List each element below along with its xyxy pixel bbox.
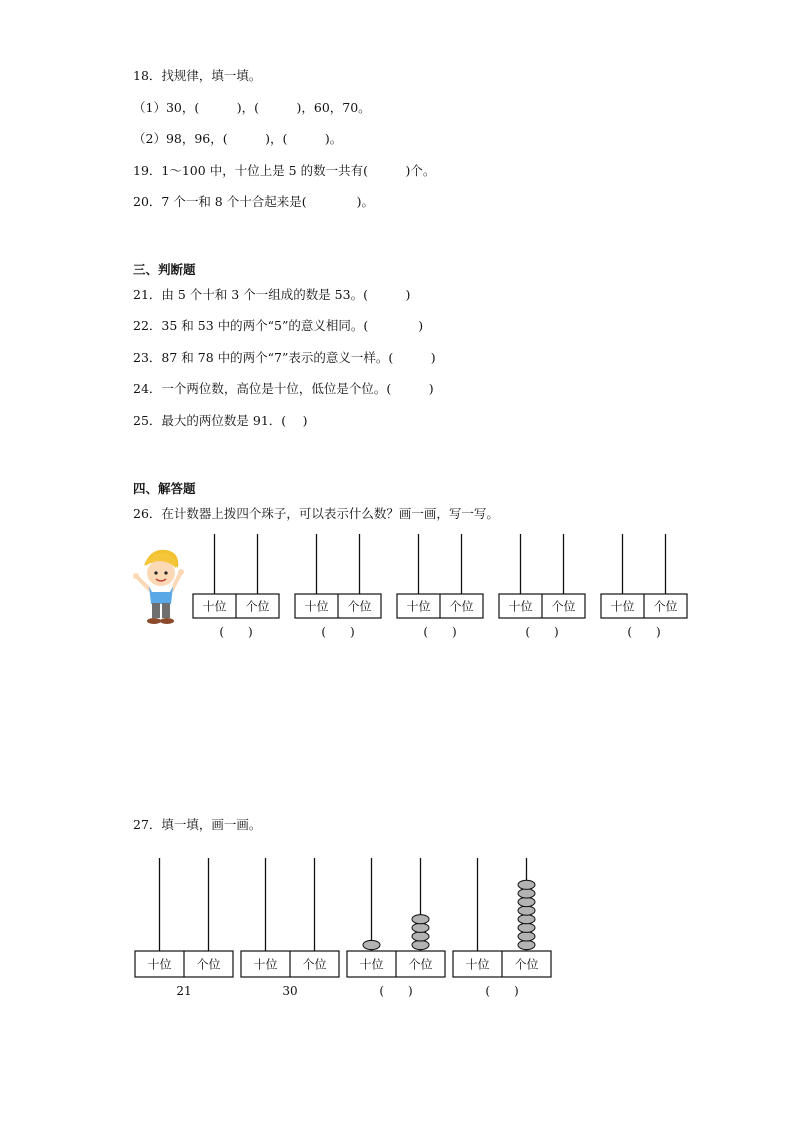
ones-label: 个位 — [449, 599, 474, 614]
ones-label: 个位 — [514, 957, 539, 972]
ones-bead — [518, 880, 535, 889]
section-4-title: 四、解答题 — [133, 481, 196, 496]
ones-label: 个位 — [196, 957, 221, 972]
question-24: 24．一个两位数，高位是十位，低位是个位。( ) — [133, 381, 434, 396]
ones-bead — [518, 897, 535, 906]
question-18-part-2: （2）98，96，( )，( )。 — [133, 131, 343, 146]
tens-label: 十位 — [304, 599, 329, 614]
tens-label: 十位 — [610, 599, 635, 614]
counter-q26-2[interactable] — [295, 534, 381, 639]
counter-q27-1[interactable] — [135, 858, 233, 998]
question-23: 23．87 和 78 中的两个“7”表示的意义一样。( ) — [133, 350, 436, 365]
counter-value: 21 — [176, 984, 192, 998]
question-18-part-1: （1）30，( )，( )，60，70。 — [133, 100, 371, 115]
counter-q27-3[interactable] — [347, 858, 445, 998]
answer-blank: ( ) — [485, 984, 519, 998]
question-25: 25．最大的两位数是 91．( ) — [133, 413, 308, 428]
ones-label: 个位 — [653, 599, 678, 614]
tens-label: 十位 — [253, 957, 278, 972]
question-26-counters — [193, 534, 687, 639]
counter-value: 30 — [282, 984, 298, 998]
tens-label: 十位 — [406, 599, 431, 614]
ones-bead — [518, 923, 535, 932]
counter-q27-4[interactable] — [453, 858, 551, 998]
counter-q27-2[interactable] — [241, 858, 339, 998]
ones-label: 个位 — [551, 599, 576, 614]
answer-blank: ( ) — [321, 625, 355, 639]
tens-label: 十位 — [359, 957, 384, 972]
counter-q26-5[interactable] — [601, 534, 687, 639]
cartoon-boy-illustration — [133, 550, 184, 624]
question-27: 27．填一填，画一画。 — [133, 817, 262, 832]
counter-q26-1[interactable] — [193, 534, 279, 639]
question-18: 18．找规律，填一填。 — [133, 68, 262, 83]
question-21: 21．由 5 个十和 3 个一组成的数是 53。( ) — [133, 287, 411, 302]
ones-label: 个位 — [408, 957, 433, 972]
ones-label: 个位 — [302, 957, 327, 972]
tens-label: 十位 — [202, 599, 227, 614]
ones-bead — [412, 915, 429, 924]
tens-label: 十位 — [465, 957, 490, 972]
tens-label: 十位 — [147, 957, 172, 972]
ones-bead — [518, 906, 535, 915]
ones-bead — [518, 889, 535, 898]
answer-blank: ( ) — [379, 984, 413, 998]
question-20: 20．7 个一和 8 个十合起来是( )。 — [133, 194, 374, 209]
tens-label: 十位 — [508, 599, 533, 614]
answer-blank: ( ) — [219, 625, 253, 639]
ones-label: 个位 — [245, 599, 270, 614]
answer-blank: ( ) — [627, 625, 661, 639]
question-19: 19．1～100 中，十位上是 5 的数一共有( )个。 — [133, 163, 436, 178]
ones-bead — [518, 932, 535, 941]
counter-q26-4[interactable] — [499, 534, 585, 639]
question-26: 26．在计数器上拨四个珠子，可以表示什么数？画一画，写一写。 — [133, 506, 499, 521]
ones-bead — [412, 940, 429, 949]
answer-blank: ( ) — [525, 625, 559, 639]
ones-bead — [518, 940, 535, 949]
counter-q26-3[interactable] — [397, 534, 483, 639]
ones-bead — [518, 915, 535, 924]
answer-blank: ( ) — [423, 625, 457, 639]
section-3-title: 三、判断题 — [133, 262, 196, 277]
ones-bead — [412, 932, 429, 941]
tens-bead — [363, 940, 380, 949]
question-27-counters — [135, 858, 551, 998]
ones-label: 个位 — [347, 599, 372, 614]
question-22: 22．35 和 53 中的两个“5”的意义相同。( ) — [133, 318, 424, 333]
ones-bead — [412, 923, 429, 932]
